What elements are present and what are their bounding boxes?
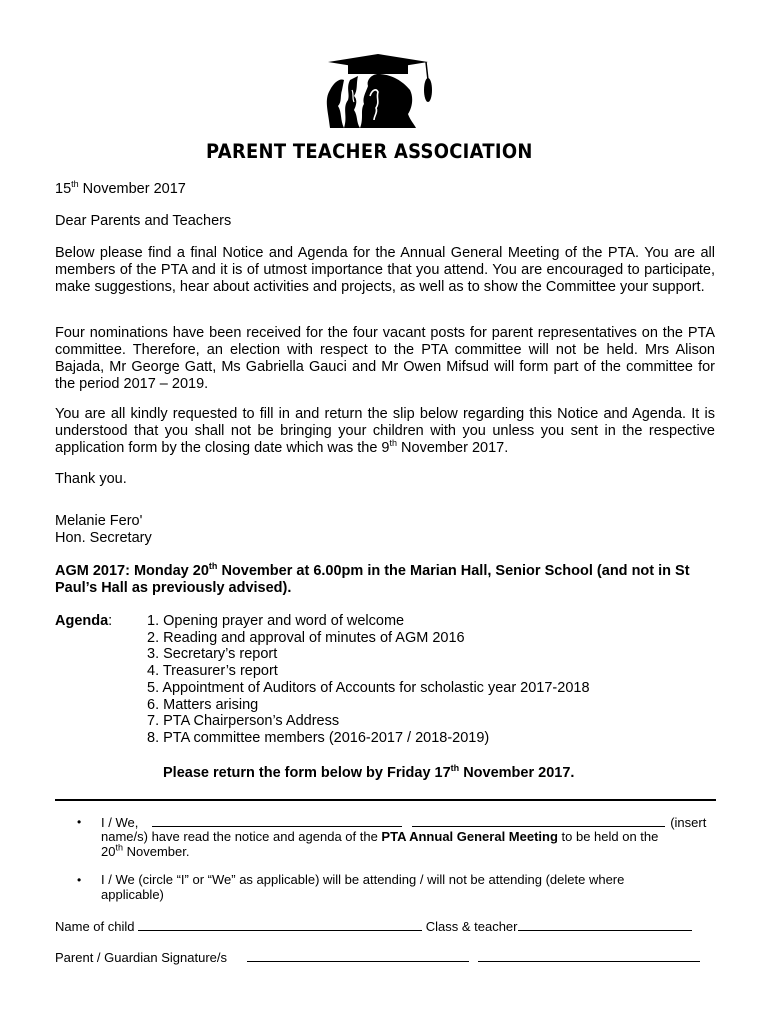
paragraph-notice: Below please find a final Notice and Agenda for the Annual General Meeting of the PTA. You are all members of the PTA and it is of utmost importance that you attend. You are encouraged to participate, make suggestions, hear about activities and projects, as well as to show the Committee your support.	[55, 245, 715, 295]
agenda-item: 4. Treasurer’s report	[147, 663, 278, 680]
agenda-label: Agenda:	[55, 613, 113, 629]
agm-details: AGM 2017: Monday 20th November at 6.00pm in the Marian Hall, Senior School (and not in St Paul’s Hall as previously advised).	[55, 561, 690, 596]
child-name-field[interactable]	[138, 918, 422, 931]
slip-line-signature	[55, 949, 700, 965]
agenda-item: 2. Reading and approval of minutes of AGM 2016	[147, 629, 465, 646]
paragraph-request: You are all kindly requested to fill in and return the slip below regarding this Notice and Agenda. It is understood that you shall not be bringing your children with you unless you sent in the respective application form by the closing date which was the 9th November 2017.	[55, 406, 715, 456]
letter-date: 15th November 2017	[55, 179, 186, 197]
signature-label: Parent / Guardian Signature/s	[55, 950, 227, 965]
slip-line-attendance[interactable]: I / We (circle “I” or “We” as applicable) will be attending / will not be attending (delete where	[101, 872, 625, 887]
thank-you: Thank you.	[55, 471, 127, 487]
bullet-icon: •	[77, 873, 82, 887]
slip-line-applicable: applicable)	[101, 887, 164, 902]
signature-field-1[interactable]	[247, 949, 469, 962]
names-field-2[interactable]	[412, 814, 665, 827]
signer-title: Hon. Secretary	[55, 530, 152, 546]
signature-field-2[interactable]	[478, 949, 700, 962]
cut-line-divider	[55, 799, 716, 801]
names-field-1[interactable]	[152, 814, 402, 827]
organization-name: PARENT TEACHER ASSOCIATION	[206, 140, 533, 163]
return-deadline-note: Please return the form below by Friday 17th November 2017.	[163, 763, 575, 781]
agenda-item: 5. Appointment of Auditors of Accounts for scholastic year 2017-2018	[147, 679, 590, 696]
class-teacher-label: Class & teacher	[425, 919, 518, 934]
bullet-icon: •	[77, 815, 82, 829]
agenda-item: 8. PTA committee members (2016-2017 / 2018-2019)	[147, 729, 490, 746]
slip-line-child	[55, 918, 692, 934]
slip-line-names: I / We, (insert	[101, 815, 707, 830]
agenda-item: 7. PTA Chairperson’s Address	[147, 713, 340, 730]
salutation: Dear Parents and Teachers	[55, 213, 232, 229]
agenda-item: 3. Secretary’s report	[147, 646, 278, 663]
signer-name: Melanie Fero'	[55, 513, 143, 529]
child-name-label: Name of child	[55, 919, 135, 934]
agenda-item: 1. Opening prayer and word of welcome	[147, 613, 405, 629]
paragraph-nominations: Four nominations have been received for the four vacant posts for parent representatives on the PTA committee. Therefore, an election with respect to the PTA committee will not be held. Mrs Alison Bajada, Mr George Gatt, Ms Gabriella Gauci and Mr Owen Mifsud will form part of the committee for the period 2017 – 2019.	[55, 325, 715, 392]
slip-line-read-notice: name/s) have read the notice and agenda of the PTA Annual General Meeting to be held on the	[101, 829, 659, 844]
agenda-list	[147, 613, 590, 747]
slip-line-date: 20th November.	[101, 842, 190, 859]
agenda-item: 6. Matters arising	[147, 696, 259, 713]
class-teacher-field[interactable]	[518, 918, 692, 931]
pta-logo-icon	[318, 50, 438, 130]
